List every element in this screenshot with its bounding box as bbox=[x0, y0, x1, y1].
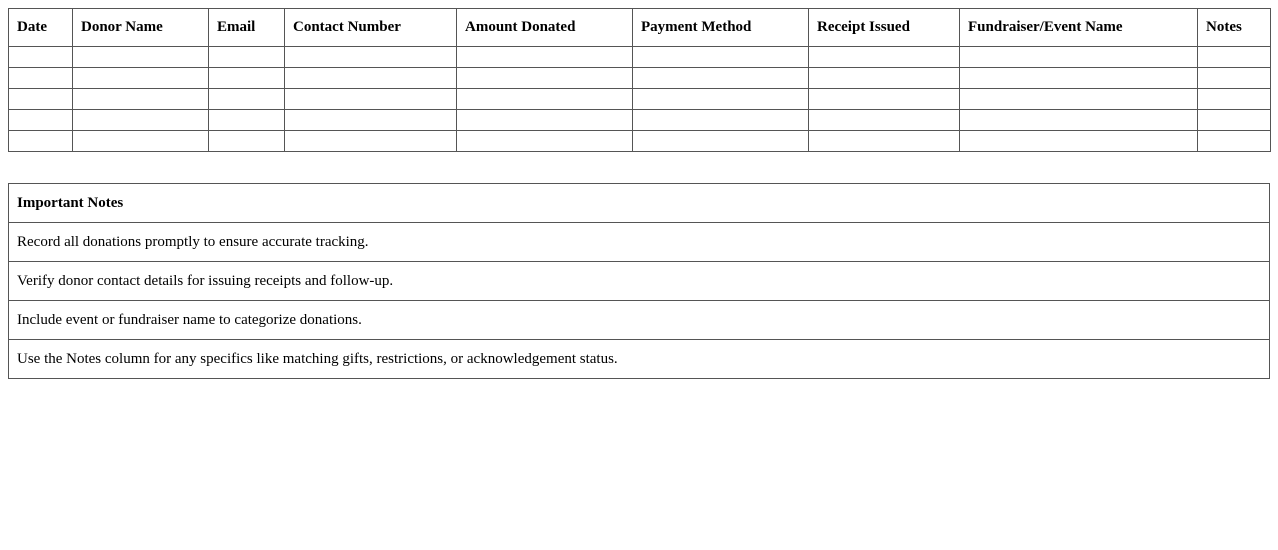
table-cell[interactable] bbox=[960, 68, 1198, 89]
table-cell[interactable] bbox=[209, 110, 285, 131]
column-header-notes: Notes bbox=[1198, 9, 1271, 47]
table-cell[interactable] bbox=[209, 89, 285, 110]
column-header-date: Date bbox=[9, 9, 73, 47]
table-cell[interactable] bbox=[1198, 89, 1271, 110]
table-cell[interactable] bbox=[633, 68, 809, 89]
notes-title: Important Notes bbox=[9, 184, 1270, 223]
table-cell[interactable] bbox=[73, 47, 209, 68]
table-cell[interactable] bbox=[9, 131, 73, 152]
table-row bbox=[9, 68, 1271, 89]
table-cell[interactable] bbox=[285, 68, 457, 89]
table-cell[interactable] bbox=[633, 131, 809, 152]
table-cell[interactable] bbox=[457, 68, 633, 89]
donation-log-table bbox=[8, 8, 1271, 152]
table-cell[interactable] bbox=[285, 47, 457, 68]
column-header-payment-method: Payment Method bbox=[633, 9, 809, 47]
table-row bbox=[9, 89, 1271, 110]
table-header-row bbox=[9, 9, 1271, 47]
table-cell[interactable] bbox=[9, 110, 73, 131]
table-cell[interactable] bbox=[633, 47, 809, 68]
table-cell[interactable] bbox=[457, 47, 633, 68]
table-cell[interactable] bbox=[73, 68, 209, 89]
table-cell[interactable] bbox=[809, 47, 960, 68]
column-header-contact-number: Contact Number bbox=[285, 9, 457, 47]
table-cell[interactable] bbox=[209, 131, 285, 152]
table-cell[interactable] bbox=[73, 131, 209, 152]
table-cell[interactable] bbox=[809, 110, 960, 131]
table-cell[interactable] bbox=[209, 47, 285, 68]
table-cell[interactable] bbox=[809, 89, 960, 110]
table-cell[interactable] bbox=[209, 68, 285, 89]
note-item: Verify donor contact details for issuing receipts and follow-up. bbox=[9, 262, 1270, 301]
table-cell[interactable] bbox=[9, 47, 73, 68]
table-row bbox=[9, 47, 1271, 68]
table-row bbox=[9, 110, 1271, 131]
table-cell[interactable] bbox=[1198, 47, 1271, 68]
table-cell[interactable] bbox=[73, 89, 209, 110]
table-cell[interactable] bbox=[457, 89, 633, 110]
column-header-fundraiser-event-name: Fundraiser/Event Name bbox=[960, 9, 1198, 47]
note-item: Include event or fundraiser name to categorize donations. bbox=[9, 301, 1270, 340]
column-header-amount-donated: Amount Donated bbox=[457, 9, 633, 47]
column-header-receipt-issued: Receipt Issued bbox=[809, 9, 960, 47]
column-header-email: Email bbox=[209, 9, 285, 47]
table-cell[interactable] bbox=[1198, 131, 1271, 152]
table-cell[interactable] bbox=[9, 68, 73, 89]
table-cell[interactable] bbox=[1198, 110, 1271, 131]
column-header-donor-name: Donor Name bbox=[73, 9, 209, 47]
table-cell[interactable] bbox=[1198, 68, 1271, 89]
table-cell[interactable] bbox=[809, 68, 960, 89]
table-cell[interactable] bbox=[960, 110, 1198, 131]
table-cell[interactable] bbox=[285, 131, 457, 152]
table-cell[interactable] bbox=[9, 89, 73, 110]
table-cell[interactable] bbox=[73, 110, 209, 131]
table-cell[interactable] bbox=[960, 47, 1198, 68]
table-cell[interactable] bbox=[809, 131, 960, 152]
table-cell[interactable] bbox=[960, 131, 1198, 152]
important-notes-table bbox=[8, 183, 1270, 379]
table-cell[interactable] bbox=[457, 110, 633, 131]
table-cell[interactable] bbox=[285, 89, 457, 110]
note-item: Use the Notes column for any specifics like matching gifts, restrictions, or acknowledgement status. bbox=[9, 340, 1270, 379]
table-cell[interactable] bbox=[633, 89, 809, 110]
table-cell[interactable] bbox=[457, 131, 633, 152]
table-cell[interactable] bbox=[633, 110, 809, 131]
table-cell[interactable] bbox=[285, 110, 457, 131]
table-cell[interactable] bbox=[960, 89, 1198, 110]
table-row bbox=[9, 131, 1271, 152]
note-item: Record all donations promptly to ensure accurate tracking. bbox=[9, 223, 1270, 262]
